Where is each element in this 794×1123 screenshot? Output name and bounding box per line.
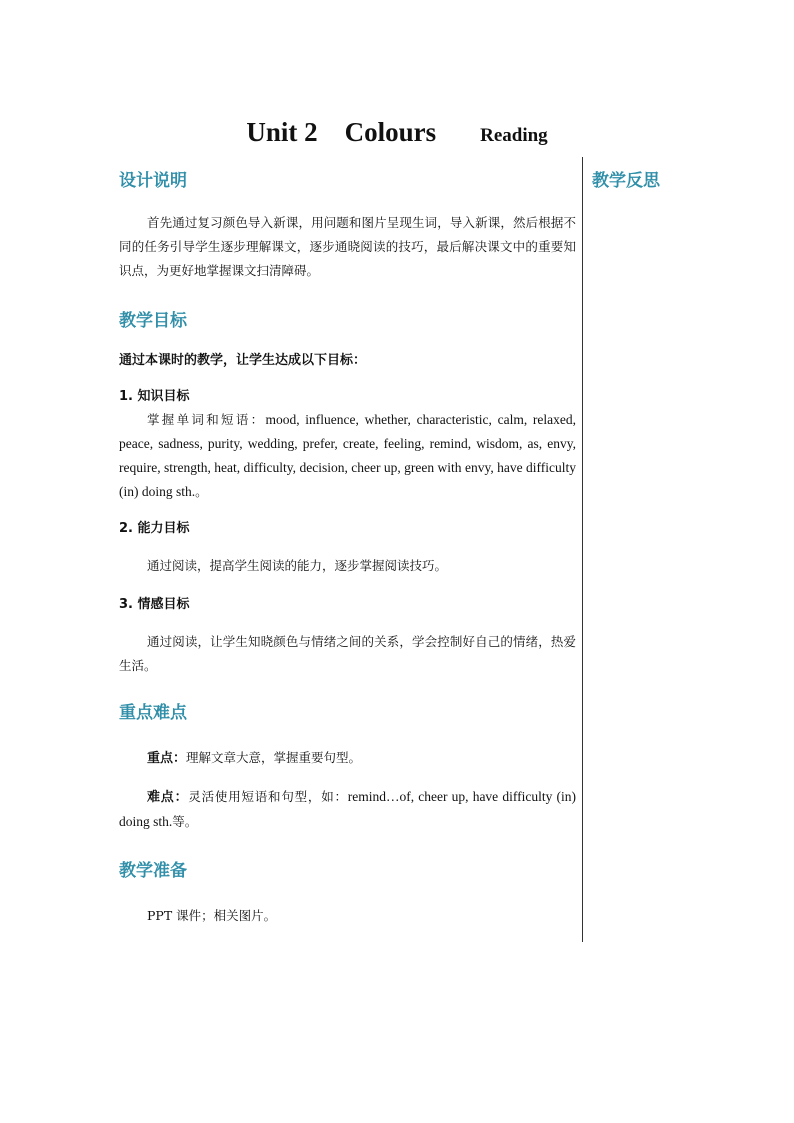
difficult-suffix: 等。 bbox=[172, 814, 198, 829]
main-column bbox=[119, 168, 576, 928]
unit-title: Unit 2 Colours bbox=[246, 117, 437, 147]
knowledge-words: mood, influence, whether, characteristic, calm, relaxed, peace, sadness, purity, wedding, prefer, create, feeling, remind, wisdom, as, envy, require, strength, heat, difficulty, decision, cheer up, green with envy, have difficulty (in) doing sth. bbox=[119, 412, 576, 499]
key-label: 重点： bbox=[147, 751, 187, 766]
emotion-text: 通过阅读，让学生知晓颜色与情绪之间的关系，学会控制好自己的情绪，热爱生活。 bbox=[119, 634, 576, 673]
preparation-title: 教学准备 bbox=[119, 861, 187, 881]
objectives-title: 教学目标 bbox=[119, 311, 187, 331]
reflection-column bbox=[592, 168, 772, 194]
key-points-title: 重点难点 bbox=[119, 703, 187, 723]
knowledge-prefix: 掌握单词和短语： bbox=[147, 412, 266, 427]
difficult-point-text bbox=[119, 785, 576, 834]
design-title: 设计说明 bbox=[119, 171, 187, 191]
lesson-subtitle: Reading bbox=[480, 125, 548, 146]
difficult-words: remind…of, cheer up, have difficulty (in) doing sth. bbox=[119, 789, 576, 829]
key-point-text bbox=[119, 746, 576, 771]
objectives-intro: 通过本课时的教学，让学生达成以下目标： bbox=[119, 353, 367, 368]
reflection-title: 教学反思 bbox=[592, 171, 660, 191]
knowledge-title: 1. 知识目标 bbox=[119, 389, 190, 404]
ability-title: 2. 能力目标 bbox=[119, 521, 190, 536]
design-text: 首先通过复习颜色导入新课，用问题和图片呈现生词，导入新课，然后根据不同的任务引导学生逐步理解课文，逐步通晓阅读的技巧，最后解决课文中的重要知识点，为更好地掌握课文扫清障碍。 bbox=[119, 215, 576, 278]
emotion-title: 3. 情感目标 bbox=[119, 597, 190, 612]
preparation-text: PPT 课件；相关图片。 bbox=[147, 908, 277, 923]
knowledge-text bbox=[119, 408, 576, 504]
difficult-label: 难点： bbox=[147, 790, 189, 805]
document-title bbox=[0, 110, 794, 149]
knowledge-suffix: 。 bbox=[195, 484, 208, 499]
key-text: 理解文章大意，掌握重要句型。 bbox=[186, 750, 362, 765]
difficult-prefix: 灵活使用短语和句型，如： bbox=[188, 789, 348, 804]
ability-text: 通过阅读，提高学生阅读的能力，逐步掌握阅读技巧。 bbox=[147, 558, 448, 573]
column-divider bbox=[582, 157, 583, 942]
